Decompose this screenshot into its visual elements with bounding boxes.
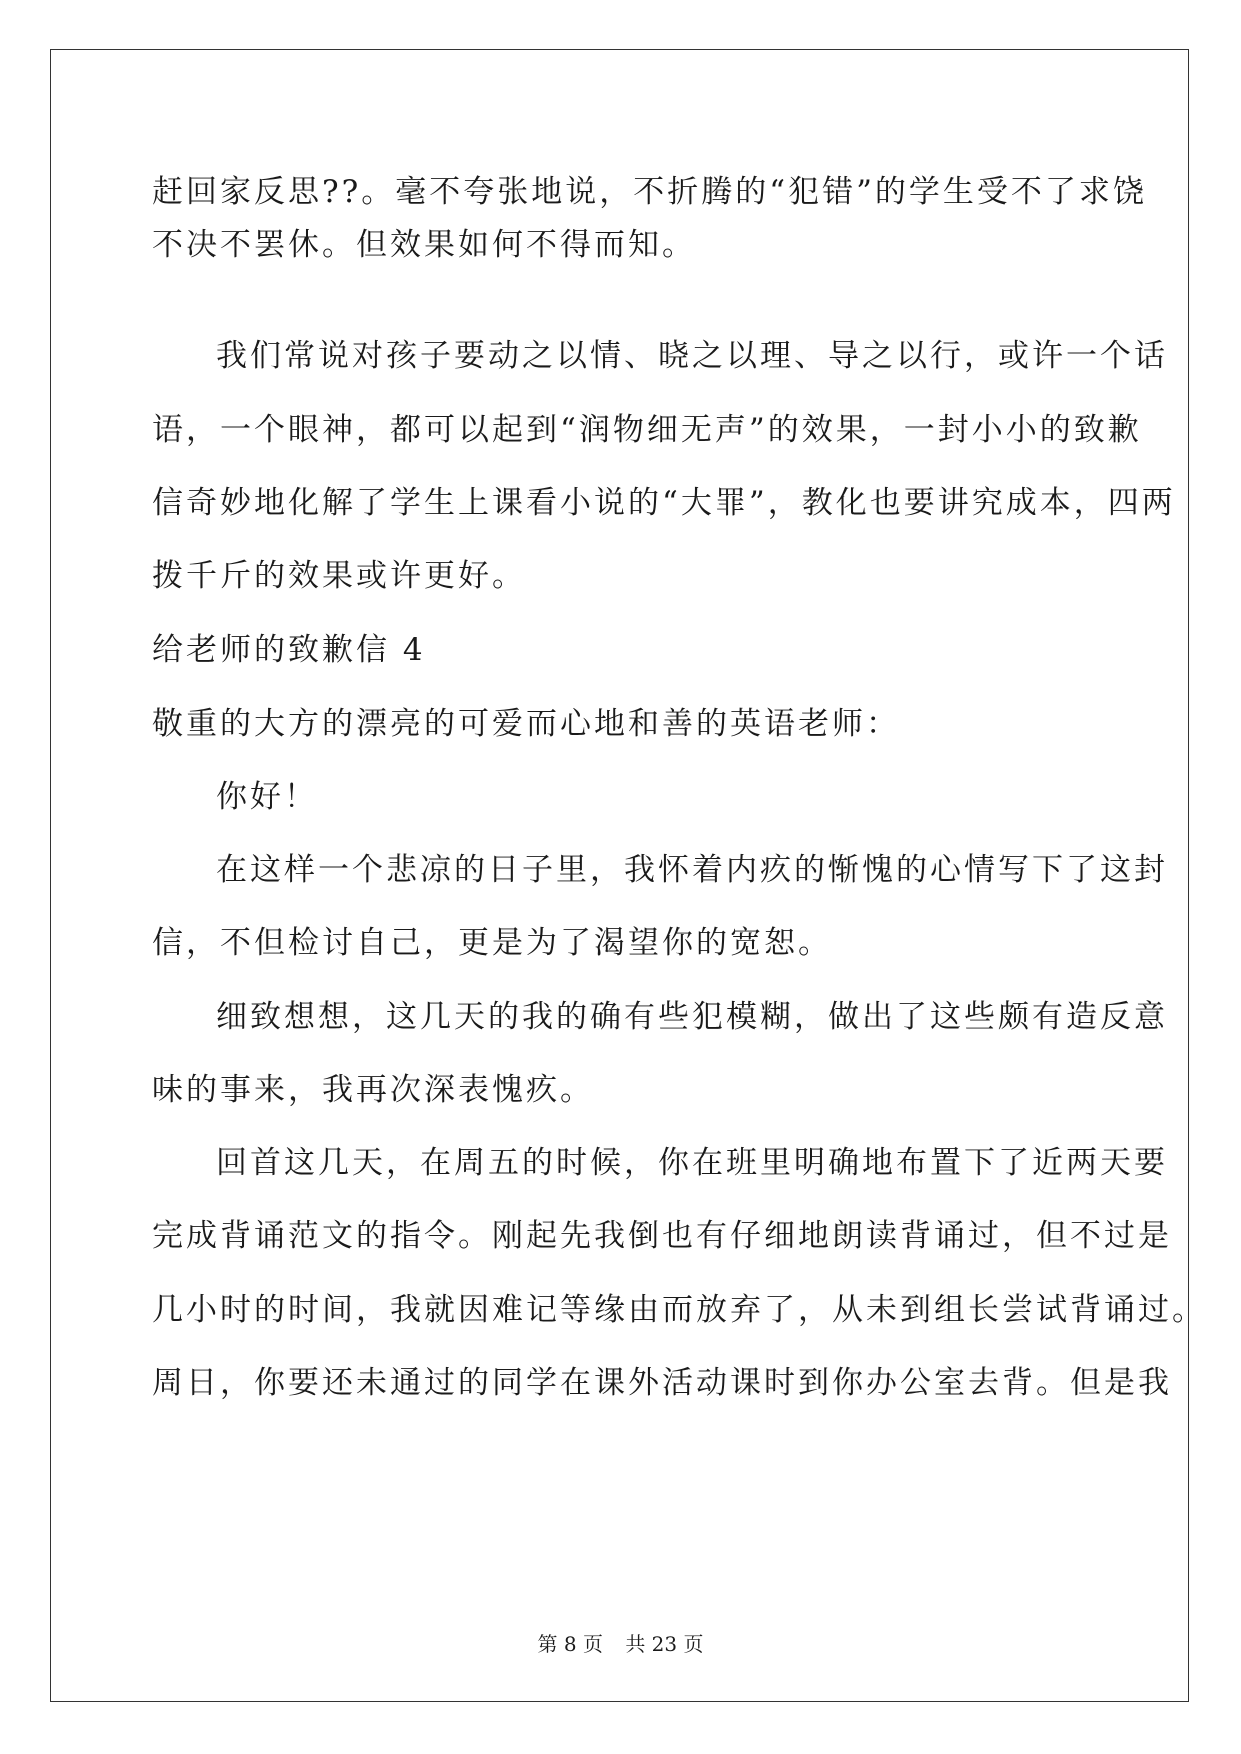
paragraph-line: 完成背诵范文的指令。刚起先我倒也有仔细地朗读背诵过，但不过是 <box>152 1218 1172 1254</box>
salutation: 敬重的大方的漂亮的可爱而心地和善的英语老师： <box>152 706 900 742</box>
section-heading: 给老师的致歉信 4 <box>152 632 426 668</box>
paragraph-line: 信，不但检讨自己，更是为了渴望你的宽恕。 <box>152 925 832 961</box>
paragraph-line: 几小时的时间，我就因难记等缘由而放弃了，从未到组长尝试背诵过。 <box>152 1292 1206 1328</box>
paragraph-line: 周日，你要还未通过的同学在课外活动课时到你办公室去背。但是我 <box>152 1365 1172 1401</box>
paragraph-line: 味的事来，我再次深表愧疚。 <box>152 1072 594 1108</box>
paragraph-line: 细致想想，这几天的我的确有些犯模糊，做出了这些颇有造反意 <box>216 999 1168 1035</box>
paragraph-line: 我们常说对孩子要动之以情、晓之以理、导之以行，或许一个话 <box>216 338 1168 374</box>
paragraph-line: 在这样一个悲凉的日子里，我怀着内疚的惭愧的心情写下了这封 <box>216 852 1168 888</box>
page-number: 第 8 页 <box>537 1632 603 1656</box>
paragraph-line: 信奇妙地化解了学生上课看小说的“大罪”，教化也要讲究成本，四两 <box>152 485 1176 521</box>
paragraph-line: 不决不罢休。但效果如何不得而知。 <box>152 227 696 263</box>
page-total: 共 23 页 <box>625 1632 704 1656</box>
paragraph-line: 赶回家反思??。毫不夸张地说，不折腾的“犯错”的学生受不了求饶 <box>152 174 1147 210</box>
paragraph-line: 语，一个眼神，都可以起到“润物细无声”的效果，一封小小的致歉 <box>152 412 1142 448</box>
paragraph-line: 回首这几天，在周五的时候，你在班里明确地布置下了近两天要 <box>216 1145 1168 1181</box>
page-footer <box>0 1628 1241 1657</box>
greeting: 你好！ <box>216 779 318 815</box>
paragraph-line: 拨千斤的效果或许更好。 <box>152 558 526 594</box>
